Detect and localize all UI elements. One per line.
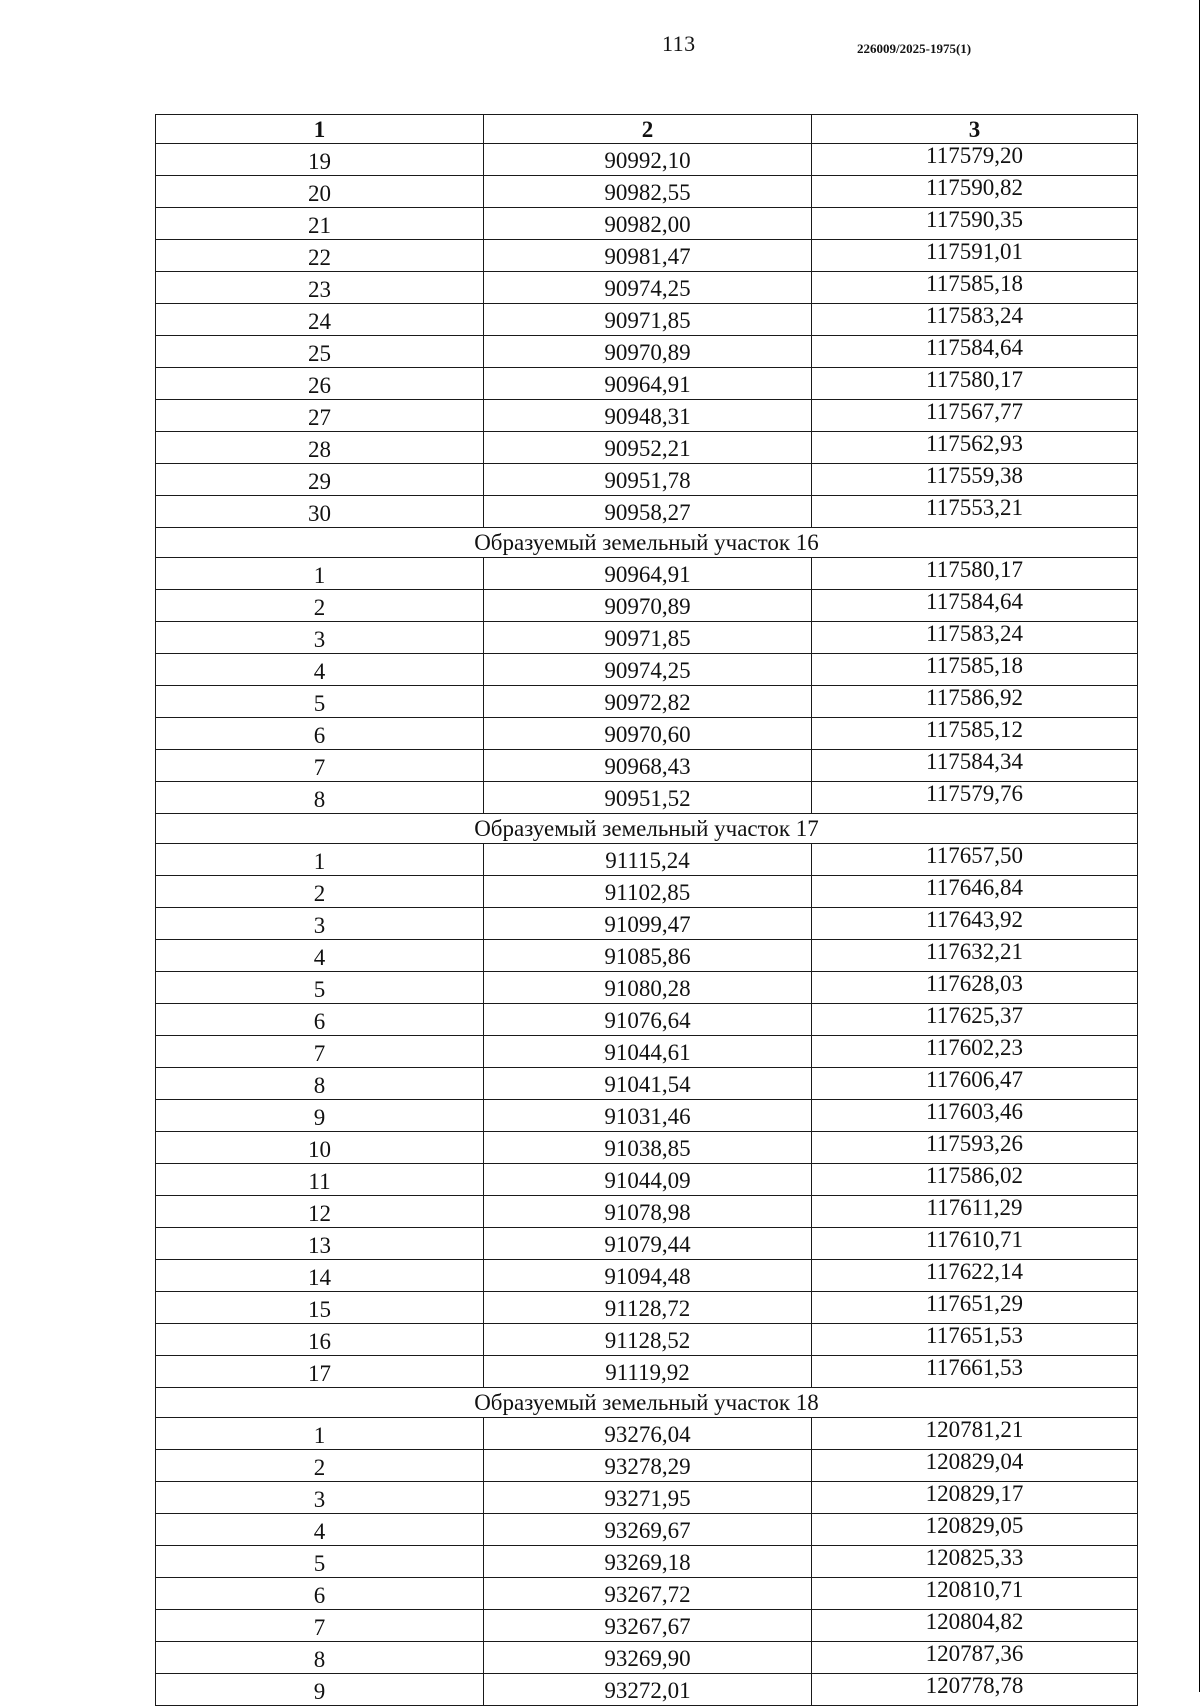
table-row <box>156 876 1138 908</box>
point-number-cell: 2 <box>156 590 484 622</box>
point-number-cell: 2 <box>156 1450 484 1482</box>
y-coordinate-cell: 117590,82 <box>812 176 1138 208</box>
x-coordinate-cell: 93267,72 <box>484 1578 812 1610</box>
y-coordinate-cell: 117646,84 <box>812 876 1138 908</box>
table-row <box>156 1324 1138 1356</box>
y-coordinate-cell: 117591,01 <box>812 240 1138 272</box>
point-number-cell: 1 <box>156 558 484 590</box>
x-coordinate-cell: 90972,82 <box>484 686 812 718</box>
table-row <box>156 272 1138 304</box>
header-col-1: 1 <box>156 115 484 144</box>
y-coordinate-cell: 117584,34 <box>812 750 1138 782</box>
x-coordinate-cell: 93269,67 <box>484 1514 812 1546</box>
x-coordinate-cell: 93267,67 <box>484 1610 812 1642</box>
header-row <box>156 115 1138 144</box>
y-coordinate-cell: 117643,92 <box>812 908 1138 940</box>
y-coordinate-cell: 117586,02 <box>812 1164 1138 1196</box>
point-number-cell: 30 <box>156 496 484 528</box>
y-coordinate-cell: 117579,20 <box>812 144 1138 176</box>
x-coordinate-cell: 91094,48 <box>484 1260 812 1292</box>
y-coordinate-cell: 120810,71 <box>812 1578 1138 1610</box>
point-number-cell: 6 <box>156 718 484 750</box>
point-number-cell: 6 <box>156 1004 484 1036</box>
x-coordinate-cell: 90981,47 <box>484 240 812 272</box>
point-number-cell: 6 <box>156 1578 484 1610</box>
y-coordinate-cell: 120781,21 <box>812 1418 1138 1450</box>
point-number-cell: 27 <box>156 400 484 432</box>
table-row <box>156 1578 1138 1610</box>
table-row <box>156 304 1138 336</box>
table-row <box>156 908 1138 940</box>
table-row <box>156 1132 1138 1164</box>
table-row <box>156 1546 1138 1578</box>
table-row <box>156 940 1138 972</box>
y-coordinate-cell: 117622,14 <box>812 1260 1138 1292</box>
point-number-cell: 13 <box>156 1228 484 1260</box>
table-row <box>156 1164 1138 1196</box>
table-body <box>156 144 1138 1706</box>
y-coordinate-cell: 117585,12 <box>812 718 1138 750</box>
table-row <box>156 686 1138 718</box>
table-row <box>156 1036 1138 1068</box>
x-coordinate-cell: 93269,18 <box>484 1546 812 1578</box>
x-coordinate-cell: 91128,52 <box>484 1324 812 1356</box>
x-coordinate-cell: 90971,85 <box>484 622 812 654</box>
table-row <box>156 718 1138 750</box>
table-row <box>156 622 1138 654</box>
x-coordinate-cell: 90968,43 <box>484 750 812 782</box>
y-coordinate-cell: 117632,21 <box>812 940 1138 972</box>
point-number-cell: 3 <box>156 622 484 654</box>
x-coordinate-cell: 93269,90 <box>484 1642 812 1674</box>
table-row <box>156 558 1138 590</box>
table-row <box>156 1004 1138 1036</box>
point-number-cell: 7 <box>156 1036 484 1068</box>
table-row <box>156 590 1138 622</box>
header-col-3: 3 <box>812 115 1138 144</box>
point-number-cell: 11 <box>156 1164 484 1196</box>
table-row <box>156 782 1138 814</box>
section-title: Образуемый земельный участок 17 <box>156 814 1138 844</box>
x-coordinate-cell: 91102,85 <box>484 876 812 908</box>
point-number-cell: 19 <box>156 144 484 176</box>
table-row <box>156 1482 1138 1514</box>
x-coordinate-cell: 91115,24 <box>484 844 812 876</box>
point-number-cell: 23 <box>156 272 484 304</box>
y-coordinate-cell: 117559,38 <box>812 464 1138 496</box>
y-coordinate-cell: 117593,26 <box>812 1132 1138 1164</box>
y-coordinate-cell: 117657,50 <box>812 844 1138 876</box>
y-coordinate-cell: 117651,53 <box>812 1324 1138 1356</box>
x-coordinate-cell: 90982,55 <box>484 176 812 208</box>
point-number-cell: 5 <box>156 972 484 1004</box>
point-number-cell: 7 <box>156 750 484 782</box>
x-coordinate-cell: 90952,21 <box>484 432 812 464</box>
point-number-cell: 3 <box>156 908 484 940</box>
table-row <box>156 1642 1138 1674</box>
y-coordinate-cell: 117602,23 <box>812 1036 1138 1068</box>
table-row <box>156 844 1138 876</box>
y-coordinate-cell: 120778,78 <box>812 1674 1138 1706</box>
x-coordinate-cell: 93276,04 <box>484 1418 812 1450</box>
x-coordinate-cell: 90970,60 <box>484 718 812 750</box>
x-coordinate-cell: 90970,89 <box>484 336 812 368</box>
table-row <box>156 496 1138 528</box>
point-number-cell: 4 <box>156 654 484 686</box>
table-row <box>156 654 1138 686</box>
x-coordinate-cell: 91076,64 <box>484 1004 812 1036</box>
y-coordinate-cell: 117553,21 <box>812 496 1138 528</box>
x-coordinate-cell: 91128,72 <box>484 1292 812 1324</box>
y-coordinate-cell: 117584,64 <box>812 336 1138 368</box>
point-number-cell: 2 <box>156 876 484 908</box>
y-coordinate-cell: 120829,04 <box>812 1450 1138 1482</box>
x-coordinate-cell: 90951,52 <box>484 782 812 814</box>
point-number-cell: 20 <box>156 176 484 208</box>
table-row <box>156 144 1138 176</box>
point-number-cell: 14 <box>156 1260 484 1292</box>
x-coordinate-cell: 91031,46 <box>484 1100 812 1132</box>
table-row <box>156 1610 1138 1642</box>
point-number-cell: 15 <box>156 1292 484 1324</box>
x-coordinate-cell: 90970,89 <box>484 590 812 622</box>
point-number-cell: 12 <box>156 1196 484 1228</box>
x-coordinate-cell: 91038,85 <box>484 1132 812 1164</box>
table-row <box>156 336 1138 368</box>
x-coordinate-cell: 91044,09 <box>484 1164 812 1196</box>
x-coordinate-cell: 90992,10 <box>484 144 812 176</box>
x-coordinate-cell: 90948,31 <box>484 400 812 432</box>
table-row <box>156 1674 1138 1706</box>
table-row <box>156 1292 1138 1324</box>
table-row <box>156 432 1138 464</box>
table-row <box>156 400 1138 432</box>
point-number-cell: 29 <box>156 464 484 496</box>
x-coordinate-cell: 90964,91 <box>484 558 812 590</box>
section-title: Образуемый земельный участок 18 <box>156 1388 1138 1418</box>
x-coordinate-cell: 91085,86 <box>484 940 812 972</box>
x-coordinate-cell: 91099,47 <box>484 908 812 940</box>
header-col-2: 2 <box>484 115 812 144</box>
y-coordinate-cell: 117580,17 <box>812 558 1138 590</box>
point-number-cell: 26 <box>156 368 484 400</box>
point-number-cell: 8 <box>156 782 484 814</box>
table-row <box>156 1228 1138 1260</box>
y-coordinate-cell: 120829,17 <box>812 1482 1138 1514</box>
section-title-row <box>156 814 1138 844</box>
point-number-cell: 9 <box>156 1674 484 1706</box>
point-number-cell: 17 <box>156 1356 484 1388</box>
x-coordinate-cell: 93278,29 <box>484 1450 812 1482</box>
table-row <box>156 1418 1138 1450</box>
point-number-cell: 16 <box>156 1324 484 1356</box>
section-title-row <box>156 1388 1138 1418</box>
x-coordinate-cell: 93272,01 <box>484 1674 812 1706</box>
point-number-cell: 22 <box>156 240 484 272</box>
y-coordinate-cell: 120825,33 <box>812 1546 1138 1578</box>
y-coordinate-cell: 117628,03 <box>812 972 1138 1004</box>
y-coordinate-cell: 117610,71 <box>812 1228 1138 1260</box>
y-coordinate-cell: 117585,18 <box>812 272 1138 304</box>
y-coordinate-cell: 117583,24 <box>812 304 1138 336</box>
table-row <box>156 240 1138 272</box>
table-row <box>156 464 1138 496</box>
y-coordinate-cell: 117579,76 <box>812 782 1138 814</box>
table-row <box>156 176 1138 208</box>
y-coordinate-cell: 117562,93 <box>812 432 1138 464</box>
table-row <box>156 1260 1138 1292</box>
y-coordinate-cell: 117603,46 <box>812 1100 1138 1132</box>
y-coordinate-cell: 117625,37 <box>812 1004 1138 1036</box>
y-coordinate-cell: 117583,24 <box>812 622 1138 654</box>
x-coordinate-cell: 90958,27 <box>484 496 812 528</box>
table-row <box>156 1514 1138 1546</box>
point-number-cell: 5 <box>156 686 484 718</box>
x-coordinate-cell: 91080,28 <box>484 972 812 1004</box>
y-coordinate-cell: 117590,35 <box>812 208 1138 240</box>
coordinates-table <box>155 114 1138 1706</box>
y-coordinate-cell: 117580,17 <box>812 368 1138 400</box>
table-row <box>156 368 1138 400</box>
x-coordinate-cell: 90974,25 <box>484 272 812 304</box>
y-coordinate-cell: 117606,47 <box>812 1068 1138 1100</box>
x-coordinate-cell: 90964,91 <box>484 368 812 400</box>
y-coordinate-cell: 117584,64 <box>812 590 1138 622</box>
table-row <box>156 1450 1138 1482</box>
y-coordinate-cell: 120829,05 <box>812 1514 1138 1546</box>
table-row <box>156 1356 1138 1388</box>
x-coordinate-cell: 91044,61 <box>484 1036 812 1068</box>
x-coordinate-cell: 91078,98 <box>484 1196 812 1228</box>
point-number-cell: 8 <box>156 1642 484 1674</box>
point-number-cell: 9 <box>156 1100 484 1132</box>
document-reference: 226009/2025-1975(1) <box>857 41 972 56</box>
point-number-cell: 21 <box>156 208 484 240</box>
y-coordinate-cell: 120787,36 <box>812 1642 1138 1674</box>
table-row <box>156 750 1138 782</box>
point-number-cell: 5 <box>156 1546 484 1578</box>
point-number-cell: 3 <box>156 1482 484 1514</box>
y-coordinate-cell: 117567,77 <box>812 400 1138 432</box>
page-number: 113 <box>662 31 696 56</box>
table-row <box>156 208 1138 240</box>
x-coordinate-cell: 90951,78 <box>484 464 812 496</box>
x-coordinate-cell: 91041,54 <box>484 1068 812 1100</box>
y-coordinate-cell: 117661,53 <box>812 1356 1138 1388</box>
x-coordinate-cell: 93271,95 <box>484 1482 812 1514</box>
point-number-cell: 25 <box>156 336 484 368</box>
y-coordinate-cell: 120804,82 <box>812 1610 1138 1642</box>
point-number-cell: 7 <box>156 1610 484 1642</box>
point-number-cell: 1 <box>156 1418 484 1450</box>
table-row <box>156 1196 1138 1228</box>
y-coordinate-cell: 117611,29 <box>812 1196 1138 1228</box>
x-coordinate-cell: 90982,00 <box>484 208 812 240</box>
x-coordinate-cell: 90974,25 <box>484 654 812 686</box>
x-coordinate-cell: 91119,92 <box>484 1356 812 1388</box>
point-number-cell: 4 <box>156 940 484 972</box>
point-number-cell: 1 <box>156 844 484 876</box>
point-number-cell: 4 <box>156 1514 484 1546</box>
point-number-cell: 10 <box>156 1132 484 1164</box>
x-coordinate-cell: 91079,44 <box>484 1228 812 1260</box>
y-coordinate-cell: 117585,18 <box>812 654 1138 686</box>
point-number-cell: 24 <box>156 304 484 336</box>
y-coordinate-cell: 117651,29 <box>812 1292 1138 1324</box>
table-row <box>156 1100 1138 1132</box>
x-coordinate-cell: 90971,85 <box>484 304 812 336</box>
section-title: Образуемый земельный участок 16 <box>156 528 1138 558</box>
point-number-cell: 8 <box>156 1068 484 1100</box>
table-row <box>156 972 1138 1004</box>
point-number-cell: 28 <box>156 432 484 464</box>
y-coordinate-cell: 117586,92 <box>812 686 1138 718</box>
section-title-row <box>156 528 1138 558</box>
table-row <box>156 1068 1138 1100</box>
